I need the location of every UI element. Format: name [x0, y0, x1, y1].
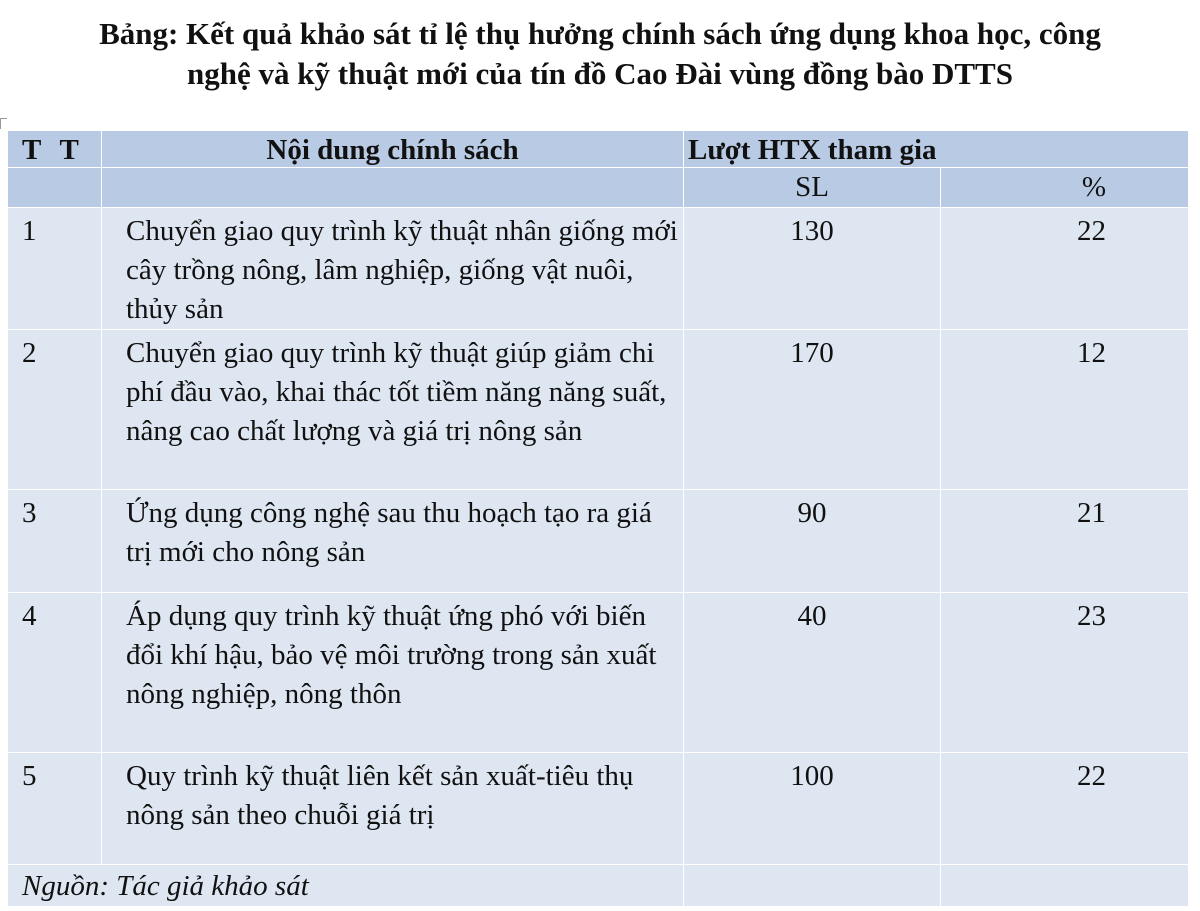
- row-content: Chuyển giao quy trình kỹ thuật giúp giảm chi phí đầu vào, khai thác tốt tiềm năng năng suất, nâng cao chất lượng và giá trị nông sản: [102, 330, 684, 490]
- header-participation: Lượt HTX tham gia: [684, 131, 1189, 168]
- table-title-line-2: nghệ và kỹ thuật mới của tín đồ Cao Đài vùng đồng bào DTTS: [187, 56, 1013, 91]
- table-row: [8, 490, 1189, 592]
- row-content: Quy trình kỹ thuật liên kết sản xuất-tiêu thụ nông sản theo chuỗi giá trị: [102, 752, 684, 864]
- row-tt: 4: [8, 592, 102, 752]
- row-content: Áp dụng quy trình kỹ thuật ứng phó với biến đổi khí hậu, bảo vệ môi trường trong sản xuất nông nghiệp, nông thôn: [102, 592, 684, 752]
- row-content: Chuyển giao quy trình kỹ thuật nhân giống mới cây trồng nông, lâm nghiệp, giống vật nuôi, thủy sản: [102, 208, 684, 330]
- row-sl: 40: [684, 592, 941, 752]
- row-pct: 21: [941, 490, 1189, 592]
- source-row: [8, 864, 1189, 906]
- header-row-2: [8, 168, 1189, 208]
- row-sl: 130: [684, 208, 941, 330]
- header-row-1: [8, 131, 1189, 168]
- header-empty-content: [102, 168, 684, 208]
- row-tt: 2: [8, 330, 102, 490]
- table-row: [8, 592, 1189, 752]
- row-sl: 90: [684, 490, 941, 592]
- row-pct: 12: [941, 330, 1189, 490]
- row-tt: 5: [8, 752, 102, 864]
- table-title-line-1: Bảng: Kết quả khảo sát tỉ lệ thụ hưởng chính sách ứng dụng khoa học, công: [99, 16, 1101, 51]
- row-tt: 1: [8, 208, 102, 330]
- row-sl: 100: [684, 752, 941, 864]
- source-empty-sl: [684, 864, 941, 906]
- table-row: [8, 330, 1189, 490]
- source-note: Nguồn: Tác giả khảo sát: [8, 864, 684, 906]
- table-row: [8, 208, 1189, 330]
- header-pct: %: [941, 168, 1189, 208]
- header-tt: T T: [8, 131, 102, 168]
- table-move-handle-icon[interactable]: [0, 118, 7, 129]
- row-sl: 170: [684, 330, 941, 490]
- row-pct: 23: [941, 592, 1189, 752]
- header-sl: SL: [684, 168, 941, 208]
- source-empty-pct: [941, 864, 1189, 906]
- survey-table-container: [7, 130, 1188, 907]
- header-content: Nội dung chính sách: [102, 131, 684, 168]
- row-pct: 22: [941, 752, 1189, 864]
- table-title: [0, 14, 1200, 94]
- table-row: [8, 752, 1189, 864]
- row-pct: 22: [941, 208, 1189, 330]
- row-tt: 3: [8, 490, 102, 592]
- survey-table: [7, 130, 1189, 907]
- header-empty-tt: [8, 168, 102, 208]
- row-content: Ứng dụng công nghệ sau thu hoạch tạo ra giá trị mới cho nông sản: [102, 490, 684, 592]
